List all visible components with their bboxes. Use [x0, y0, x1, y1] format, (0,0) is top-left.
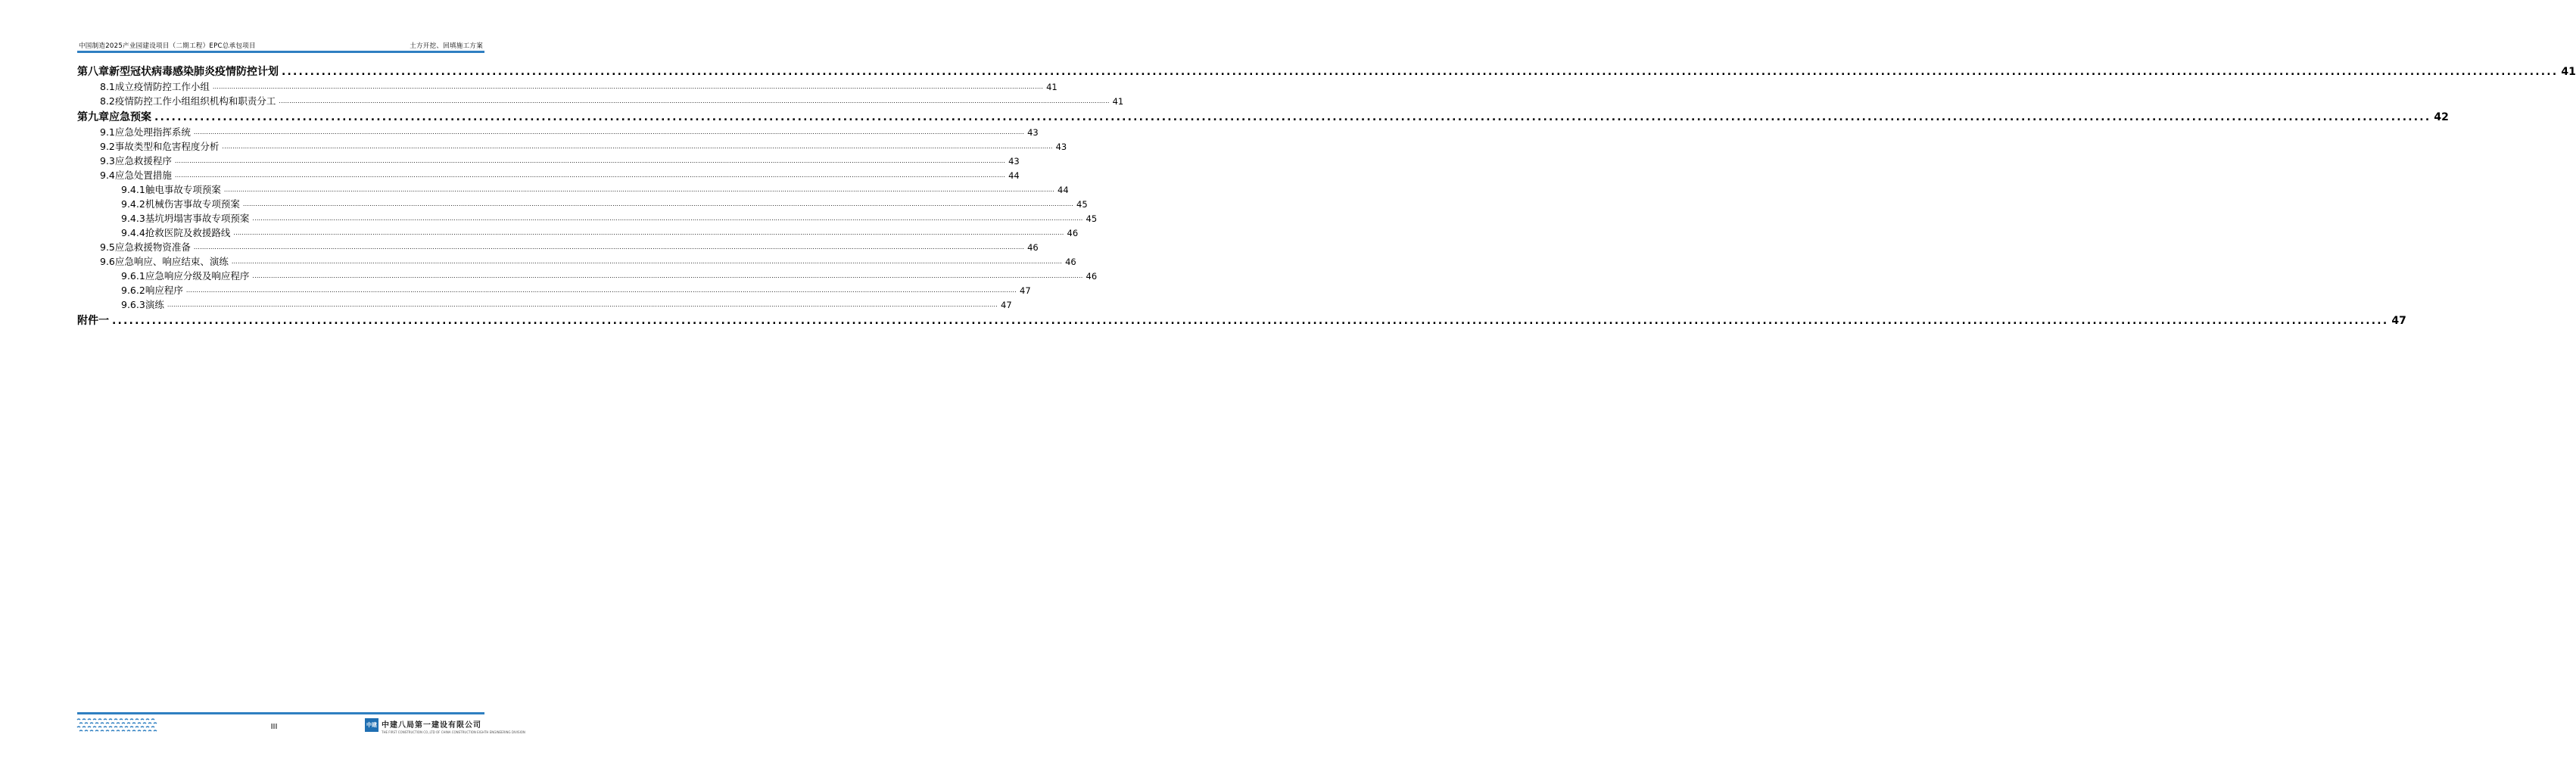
toc-entry-number: 9.6 [100, 256, 115, 267]
toc-entry-title: 应急救援物资准备 [114, 241, 191, 253]
toc-section-entry[interactable] [77, 95, 1124, 108]
wave-mark [120, 719, 123, 720]
toc-entry-title: 演练 [145, 299, 164, 310]
toc-entry-title: 响应程序 [145, 285, 183, 296]
toc-dot-leader: ................................................................................................................................................................................................................................................................................................................................................................................................................ [193, 244, 1025, 251]
wave-mark [135, 719, 139, 720]
toc-entry-page: 41 [2561, 66, 2576, 78]
company-logo-icon: 中建 [365, 718, 378, 732]
toc-section-entry[interactable] [77, 126, 1039, 139]
toc-entry-page: 44 [1057, 185, 1069, 195]
toc-entry-page: 45 [1076, 199, 1088, 210]
toc-dot-leader: ................................................................................................................................................................................................................................................................................................................................................................................................................ [233, 229, 1064, 236]
toc-entry-page: 41 [1112, 96, 1124, 107]
toc-dot-leader: ................................................................................................................................................................................................................................................................................................................................................................................................................ [231, 258, 1063, 265]
toc-entry-page: 44 [1008, 170, 1020, 181]
toc-entry-title: 应急响应分级及响应程序 [145, 270, 250, 282]
toc-entry-title: 应急处置措施 [114, 170, 172, 181]
toc-chapter-entry[interactable] [77, 64, 2576, 80]
toc-section-entry[interactable] [77, 241, 1039, 254]
wave-mark [109, 719, 112, 720]
company-name: 中建八局第一建设有限公司 [382, 721, 481, 730]
toc-section-entry[interactable] [77, 183, 1069, 197]
toc-chapter-entry[interactable] [77, 313, 2406, 329]
header-project-title: 中国制造2025产业园建设项目（二期工程）EPC总承包项目 [79, 42, 256, 50]
footer-rule [77, 712, 484, 714]
wave-mark [151, 719, 154, 720]
toc-dot-leader: ................................................................................................................................................................................................................................................................................................................................................................................................................ [223, 186, 1055, 193]
toc-section-entry[interactable] [77, 284, 1031, 297]
toc-entry-title: 附件一 [77, 315, 109, 327]
toc-section-entry[interactable] [77, 154, 1020, 168]
toc-entry-title: 成立疫情防控工作小组 [114, 81, 210, 92]
toc-entry-number: 9.6.3 [121, 299, 145, 310]
toc-dot-leader: ................................................................................................................................................................................................................................................................................................................................................................................................................ [282, 66, 2559, 78]
toc-entry-page: 46 [1067, 228, 1079, 238]
header-document-title: 土方开挖、回填施工方案 [410, 42, 483, 50]
toc-dot-leader: ................................................................................................................................................................................................................................................................................................................................................................................................................ [279, 98, 1110, 104]
toc-entry-title: 新型冠状病毒感染肺炎疫情防控计划 [109, 66, 279, 78]
company-english-name: THE FIRST CONSTRUCTION CO.,LTD OF CHINA CONSTRUCTION EIGHTH ENGINEERING DIVISION [382, 730, 525, 734]
toc-entry-number: 9.2 [100, 141, 115, 152]
toc-entry-number: 9.4 [100, 170, 115, 181]
toc-entry-page: 47 [1001, 300, 1012, 310]
toc-dot-leader: ................................................................................................................................................................................................................................................................................................................................................................................................................ [252, 272, 1083, 279]
toc-dot-leader: ................................................................................................................................................................................................................................................................................................................................................................................................................ [242, 201, 1074, 207]
toc-entry-page: 45 [1086, 213, 1098, 224]
toc-entry-title: 应急救援程序 [114, 155, 172, 167]
toc-section-entry[interactable] [77, 269, 1098, 283]
toc-dot-leader: ................................................................................................................................................................................................................................................................................................................................................................................................................ [252, 215, 1083, 222]
toc-entry-number: 第九章 [77, 111, 109, 123]
toc-entry-title: 事故类型和危害程度分析 [114, 141, 220, 152]
toc-section-entry[interactable] [77, 140, 1067, 154]
toc-entry-page: 46 [1065, 257, 1076, 267]
wave-mark [125, 719, 128, 720]
header-rule [77, 51, 484, 53]
toc-entry-page: 47 [1020, 285, 1031, 296]
toc-section-entry[interactable] [77, 80, 1057, 94]
toc-dot-leader: ................................................................................................................................................................................................................................................................................................................................................................................................................ [193, 129, 1025, 135]
wave-mark [141, 719, 144, 720]
toc-entry-title: 应急预案 [109, 111, 151, 123]
page-number: III [270, 723, 278, 731]
toc-entry-page: 43 [1055, 142, 1067, 152]
toc-entry-title: 应急响应、响应结束、演练 [114, 256, 229, 267]
toc-entry-title: 疫情防控工作小组组织机构和职责分工 [114, 95, 276, 107]
toc-entry-number: 8.2 [100, 95, 115, 107]
toc-entry-title: 机械伤害事故专项预案 [145, 198, 240, 210]
toc-entry-page: 43 [1027, 127, 1039, 138]
wave-mark [77, 719, 80, 720]
toc-entry-page: 46 [1027, 242, 1039, 253]
company-block [365, 718, 525, 735]
toc-entry-number: 9.4.1 [121, 184, 145, 195]
wave-mark [146, 719, 149, 720]
toc-section-entry[interactable] [77, 198, 1088, 211]
toc-section-entry[interactable] [77, 212, 1098, 226]
toc-entry-page: 42 [2434, 111, 2449, 123]
toc-section-entry[interactable] [77, 226, 1079, 240]
toc-entry-number: 第八章 [77, 66, 109, 78]
toc-dot-leader: ................................................................................................................................................................................................................................................................................................................................................................................................................ [154, 111, 2431, 123]
toc-entry-title: 触电事故专项预案 [145, 184, 221, 195]
toc-section-entry[interactable] [77, 298, 1012, 312]
toc-entry-number: 9.5 [100, 241, 115, 253]
toc-dot-leader: ................................................................................................................................................................................................................................................................................................................................................................................................................ [185, 287, 1017, 294]
toc-entry-title: 抢救医院及救援路线 [145, 227, 231, 238]
toc-entry-number: 9.4.4 [121, 227, 145, 238]
wave-mark [114, 719, 117, 720]
toc-dot-leader: ................................................................................................................................................................................................................................................................................................................................................................................................................ [222, 143, 1053, 150]
toc-dot-leader: ................................................................................................................................................................................................................................................................................................................................................................................................................ [112, 315, 2389, 327]
wave-mark [104, 719, 107, 720]
toc-dot-leader: ................................................................................................................................................................................................................................................................................................................................................................................................................ [212, 83, 1044, 90]
toc-entry-title: 应急处理指挥系统 [114, 126, 191, 138]
toc-entry-number: 9.6.2 [121, 285, 145, 296]
wave-mark [83, 719, 86, 720]
toc-dot-leader: ................................................................................................................................................................................................................................................................................................................................................................................................................ [174, 157, 1006, 164]
wave-mark [93, 719, 96, 720]
toc-entry-page: 47 [2391, 315, 2406, 327]
toc-chapter-entry[interactable] [77, 109, 2449, 126]
toc-entry-number: 9.6.1 [121, 270, 145, 282]
toc-entry-number: 9.3 [100, 155, 115, 167]
toc-entry-page: 43 [1008, 156, 1020, 167]
toc-entry-number: 9.4.3 [121, 213, 145, 224]
wave-mark [98, 719, 101, 720]
toc-entry-page: 46 [1086, 271, 1098, 282]
toc-entry-page: 41 [1046, 82, 1057, 92]
toc-entry-number: 9.4.2 [121, 198, 145, 210]
toc-dot-leader: ................................................................................................................................................................................................................................................................................................................................................................................................................ [167, 301, 998, 308]
toc-entry-number: 8.1 [100, 81, 115, 92]
toc-dot-leader: ................................................................................................................................................................................................................................................................................................................................................................................................................ [174, 172, 1006, 179]
wave-mark [130, 719, 133, 720]
toc-section-entry[interactable] [77, 255, 1076, 269]
toc-entry-title: 基坑坍塌害事故专项预案 [145, 213, 250, 224]
wave-mark [88, 719, 91, 720]
toc-section-entry[interactable] [77, 169, 1020, 182]
toc-entry-number: 9.1 [100, 126, 115, 138]
